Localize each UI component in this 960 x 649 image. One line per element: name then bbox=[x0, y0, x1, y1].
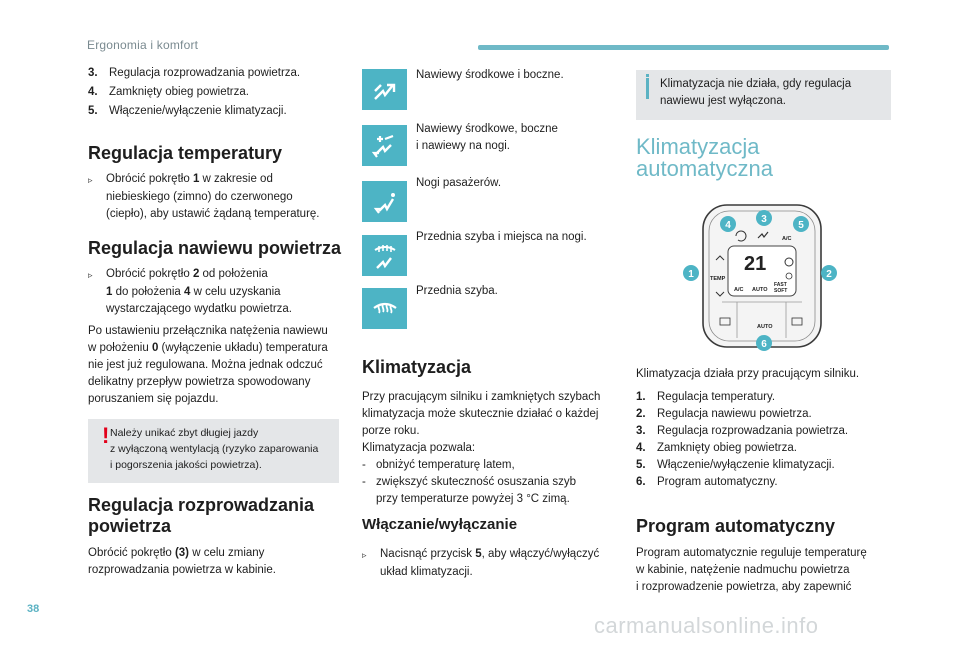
temp-label: TEMP bbox=[710, 276, 726, 282]
callout-3: 3 bbox=[761, 214, 767, 225]
list-item: 1. Regulacja temperatury. bbox=[636, 391, 776, 403]
on-off-instruction: ▹ Nacisnąć przycisk 5, aby włączyć/wyłączyć układ klimatyzacji. bbox=[362, 548, 600, 578]
callout-1: 1 bbox=[688, 269, 694, 280]
mode-label: Przednia szyba. bbox=[416, 285, 498, 297]
warning-box: ! Należy unikać zbyt długiej jazdy z wyłączoną wentylacją (ryzyko zaparowania i pogorszenia jakości powietrza). bbox=[88, 419, 339, 483]
soft-label: SOFT bbox=[774, 288, 788, 294]
section-header: Ergonomia i komfort bbox=[87, 38, 199, 52]
warning-icon: ! bbox=[102, 423, 110, 448]
list-item: 2. Regulacja nawiewu powietrza. bbox=[636, 408, 812, 420]
watermark: carmanualsonline.info bbox=[594, 613, 819, 638]
ac-label: A/C bbox=[734, 287, 744, 293]
fan-note-paragraph: Po ustawieniu przełącznika natężenia nawiewu w położeniu 0 (wyłączenie układu) temperatura nie jest już regulowana. Można jednak odczuć delikatny przepływ powietrza spowodowany poruszaniem się pojazdu. bbox=[88, 325, 328, 405]
ac-button-label: A/C bbox=[782, 236, 792, 242]
list-item: 5. Włączenie/wyłączenie klimatyzacji. bbox=[636, 459, 835, 471]
list-item: 3. Regulacja rozprowadzania powietrza. bbox=[636, 425, 849, 437]
fast-label: FAST bbox=[774, 282, 787, 288]
auto-button-label: AUTO bbox=[757, 324, 773, 330]
mode-label: Nogi pasażerów. bbox=[416, 177, 502, 189]
bullet-arrow-icon: ▹ bbox=[362, 550, 367, 560]
auto-label: AUTO bbox=[752, 287, 768, 293]
callout-2: 2 bbox=[826, 269, 832, 280]
mode-label: Nawiewy środkowe i boczne. bbox=[416, 69, 564, 81]
auto-program-paragraph: Program automatycznie reguluje temperaturę w kabinie, natężenie nadmuchu powietrza i rozprowadzenie powietrza, aby zapewnić bbox=[636, 547, 867, 593]
heading-on-off: Włączanie/wyłączanie bbox=[362, 516, 518, 533]
callout-4: 4 bbox=[725, 220, 731, 231]
page-number: 38 bbox=[27, 603, 40, 615]
ac-paragraph: Przy pracującym silniku i zamkniętych szybach klimatyzacja może skutecznie działać o każdej porze roku. Klimatyzacja pozwala: - obniżyć temperaturę latem, - zwiększyć skuteczność osuszania szyb przy temperaturze powyżej 3 °C zimą. bbox=[362, 391, 601, 505]
windscreen-feet-icon bbox=[362, 235, 407, 276]
list-item: 4. Zamknięty obieg powietrza. bbox=[636, 442, 797, 454]
heading-distribution: Regulacja rozprowadzania powietrza bbox=[88, 495, 315, 536]
heading-temperature: Regulacja temperatury bbox=[88, 143, 283, 163]
callout-6: 6 bbox=[761, 339, 767, 350]
climate-control-panel-illustration bbox=[678, 202, 846, 352]
display-temperature: 21 bbox=[744, 253, 767, 275]
info-box: Klimatyzacja nie działa, gdy regulacja nawiewu jest wyłączona. bbox=[636, 70, 891, 120]
callout-5: 5 bbox=[798, 220, 804, 231]
vent-central-side-feet-icon bbox=[362, 125, 407, 166]
title-auto-ac: Klimatyzacja automatyczna bbox=[636, 134, 773, 181]
info-icon bbox=[646, 74, 649, 77]
heading-air-conditioning: Klimatyzacja bbox=[362, 357, 472, 377]
windscreen-icon bbox=[362, 288, 407, 329]
component-list bbox=[636, 391, 848, 493]
top-numbered-list bbox=[88, 67, 300, 122]
list-item: 3. Regulacja rozprowadzania powietrza. bbox=[88, 67, 301, 79]
list-item: 4. Zamknięty obieg powietrza. bbox=[88, 86, 249, 98]
list-item: 5. Włączenie/wyłączenie klimatyzacji. bbox=[88, 105, 287, 117]
list-item: 6. Program automatyczny. bbox=[636, 476, 778, 488]
mode-label: Nawiewy środkowe, boczne i nawiewy na nogi. bbox=[416, 123, 558, 152]
header-accent-bar bbox=[478, 45, 889, 50]
temperature-instruction: ▹ Obrócić pokrętło 1 w zakresie od niebieskiego (zimno) do czerwonego (ciepło), aby ustawić żądaną temperaturę. bbox=[88, 173, 320, 220]
bullet-arrow-icon: ▹ bbox=[88, 175, 93, 185]
bullet-arrow-icon: ▹ bbox=[88, 270, 93, 280]
fan-instruction: ▹ Obrócić pokrętło 2 od położenia 1 do położenia 4 w celu uzyskania wystarczającego wydatku powietrza. bbox=[88, 268, 292, 315]
feet-icon bbox=[362, 181, 407, 222]
heading-fan: Regulacja nawiewu powietrza bbox=[88, 238, 342, 258]
vent-central-side-icon bbox=[362, 69, 407, 110]
heading-auto-program: Program automatyczny bbox=[636, 516, 836, 536]
auto-ac-intro: Klimatyzacja działa przy pracującym silniku. bbox=[636, 368, 860, 380]
distribution-instruction: Obrócić pokrętło (3) w celu zmiany rozprowadzania powietrza w kabinie. bbox=[88, 547, 276, 576]
mode-label: Przednia szyba i miejsca na nogi. bbox=[416, 231, 587, 243]
